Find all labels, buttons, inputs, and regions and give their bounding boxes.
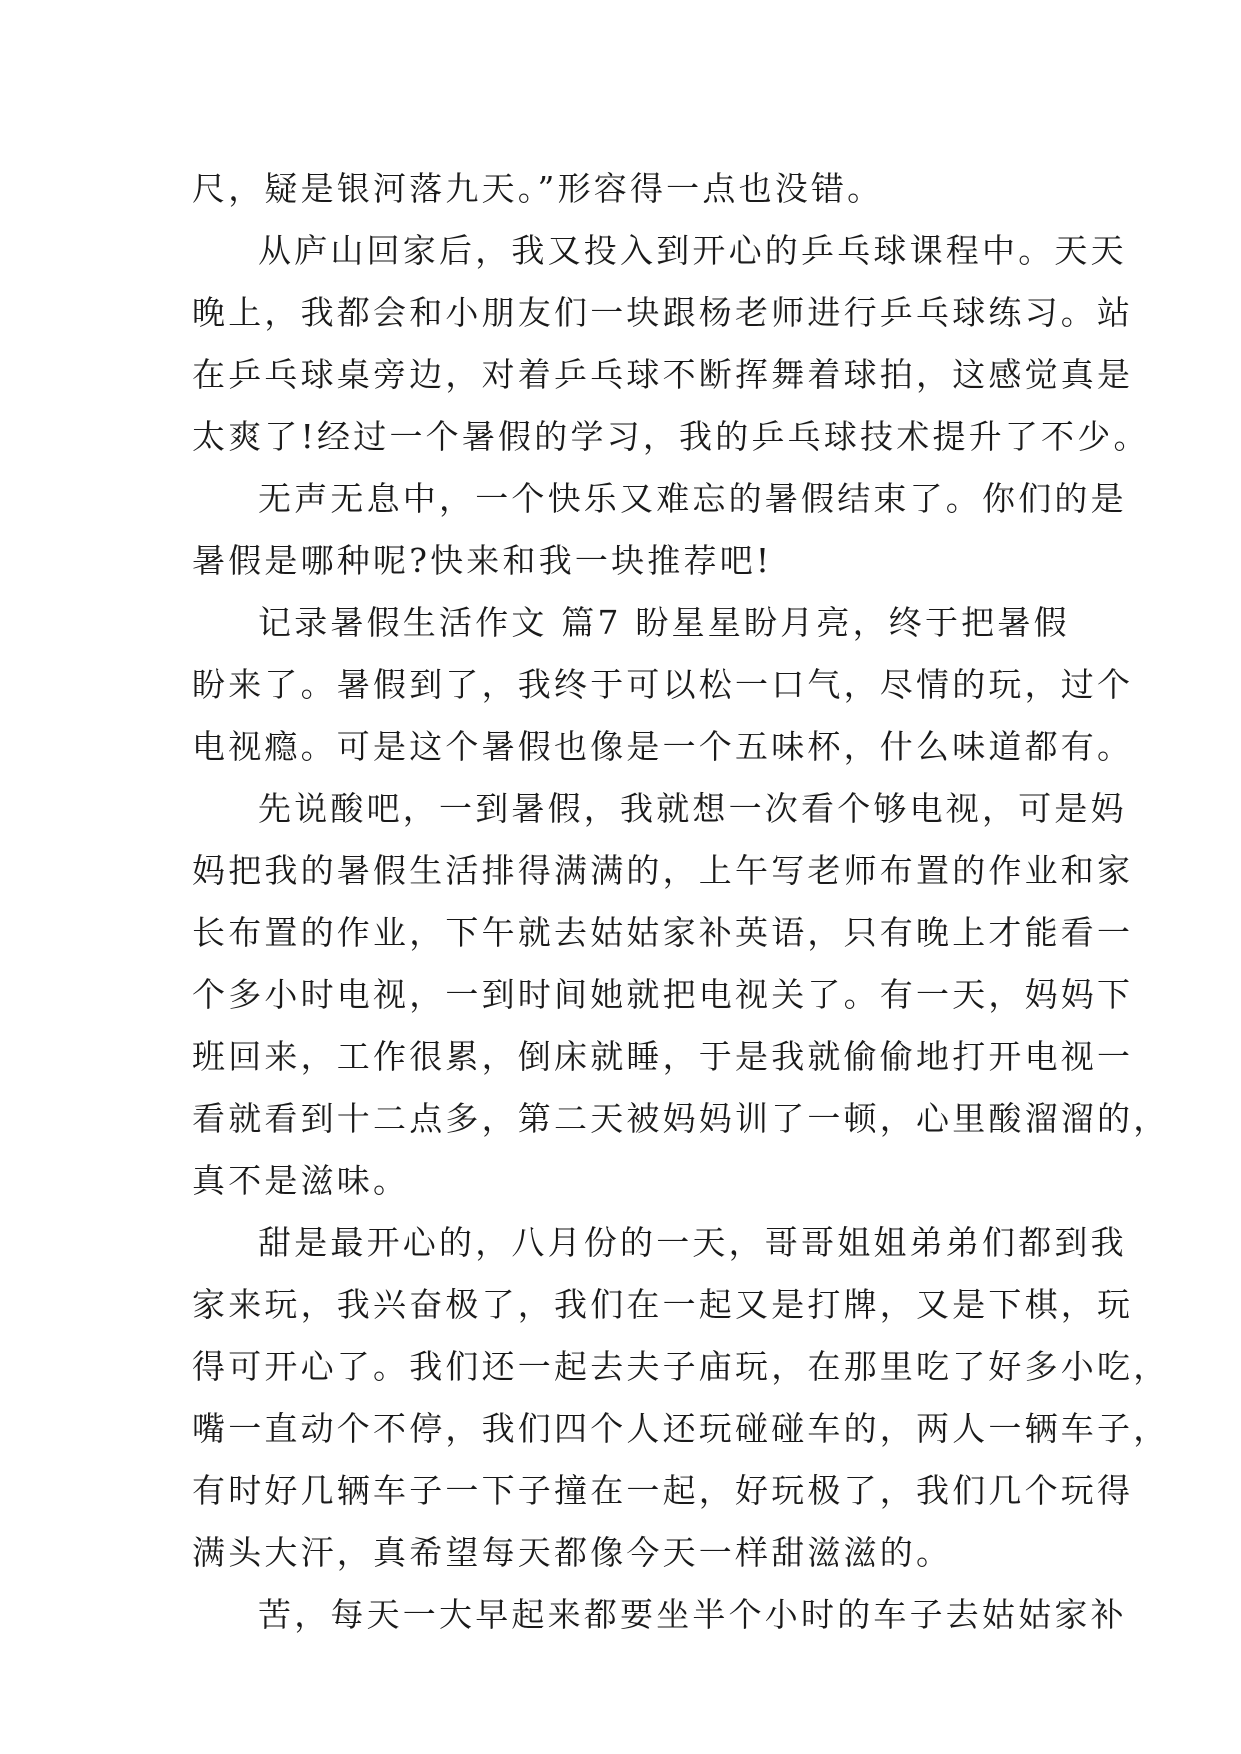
text-line: 在乒乓球桌旁边，对着乒乓球不断挥舞着球拍，这感觉真是 <box>192 355 1134 394</box>
text-line: 有时好几辆车子一下子撞在一起，好玩极了，我们几个玩得 <box>192 1471 1134 1510</box>
text-line: 从庐山回家后，我又投入到开心的乒乓球课程中。天天 <box>258 231 1127 270</box>
text-line: 电视瘾。可是这个暑假也像是一个五味杯，什么味道都有。 <box>192 727 1134 766</box>
text-line: 长布置的作业，下午就去姑姑家补英语，只有晚上才能看一 <box>192 913 1134 952</box>
paragraph-sour <box>192 778 1170 1212</box>
paragraph-sweet <box>192 1212 1170 1584</box>
text-line: 甜是最开心的，八月份的一天，哥哥姐姐弟弟们都到我 <box>258 1223 1127 1262</box>
text-line: 记录暑假生活作文 篇7 盼星星盼月亮，终于把暑假 <box>258 603 1070 642</box>
text-line: 盼来了。暑假到了，我终于可以松一口气，尽情的玩，过个 <box>192 665 1134 704</box>
paragraph-ping-pong <box>192 220 1150 468</box>
text-line: 个多小时电视，一到时间她就把电视关了。有一天，妈妈下 <box>192 975 1134 1014</box>
text-line: 得可开心了。我们还一起去夫子庙玩，在那里吃了好多小吃， <box>192 1347 1170 1386</box>
text-line: 尺，疑是银河落九天。”形容得一点也没错。 <box>192 169 884 208</box>
paragraph-essay-7-intro <box>192 592 1134 778</box>
text-line: 无声无息中，一个快乐又难忘的暑假结束了。你们的是 <box>258 479 1127 518</box>
text-line: 暑假是哪种呢?快来和我一块推荐吧! <box>192 541 773 580</box>
essay-body <box>192 158 1170 1646</box>
text-line: 真不是滋味。 <box>192 1161 410 1200</box>
text-line: 满头大汗，真希望每天都像今天一样甜滋滋的。 <box>192 1533 953 1572</box>
text-line: 先说酸吧，一到暑假，我就想一次看个够电视，可是妈 <box>258 789 1127 828</box>
text-line: 晚上，我都会和小朋友们一块跟杨老师进行乒乓球练习。站 <box>192 293 1134 332</box>
text-line: 太爽了!经过一个暑假的学习，我的乒乓球技术提升了不少。 <box>192 417 1150 456</box>
paragraph-continuation <box>192 158 1072 220</box>
text-line: 苦，每天一大早起来都要坐半个小时的车子去姑姑家补 <box>258 1595 1127 1634</box>
text-line: 嘴一直动个不停，我们四个人还玩碰碰车的，两人一辆车子， <box>192 1409 1170 1448</box>
text-line: 家来玩，我兴奋极了，我们在一起又是打牌，又是下棋，玩 <box>192 1285 1134 1324</box>
text-line: 看就看到十二点多，第二天被妈妈训了一顿，心里酸溜溜的， <box>192 1099 1170 1138</box>
text-line: 妈把我的暑假生活排得满满的，上午写老师布置的作业和家 <box>192 851 1134 890</box>
paragraph-bitter <box>192 1584 1127 1646</box>
paragraph-summer-end <box>192 468 1127 592</box>
text-line: 班回来，工作很累，倒床就睡，于是我就偷偷地打开电视一 <box>192 1037 1134 1076</box>
